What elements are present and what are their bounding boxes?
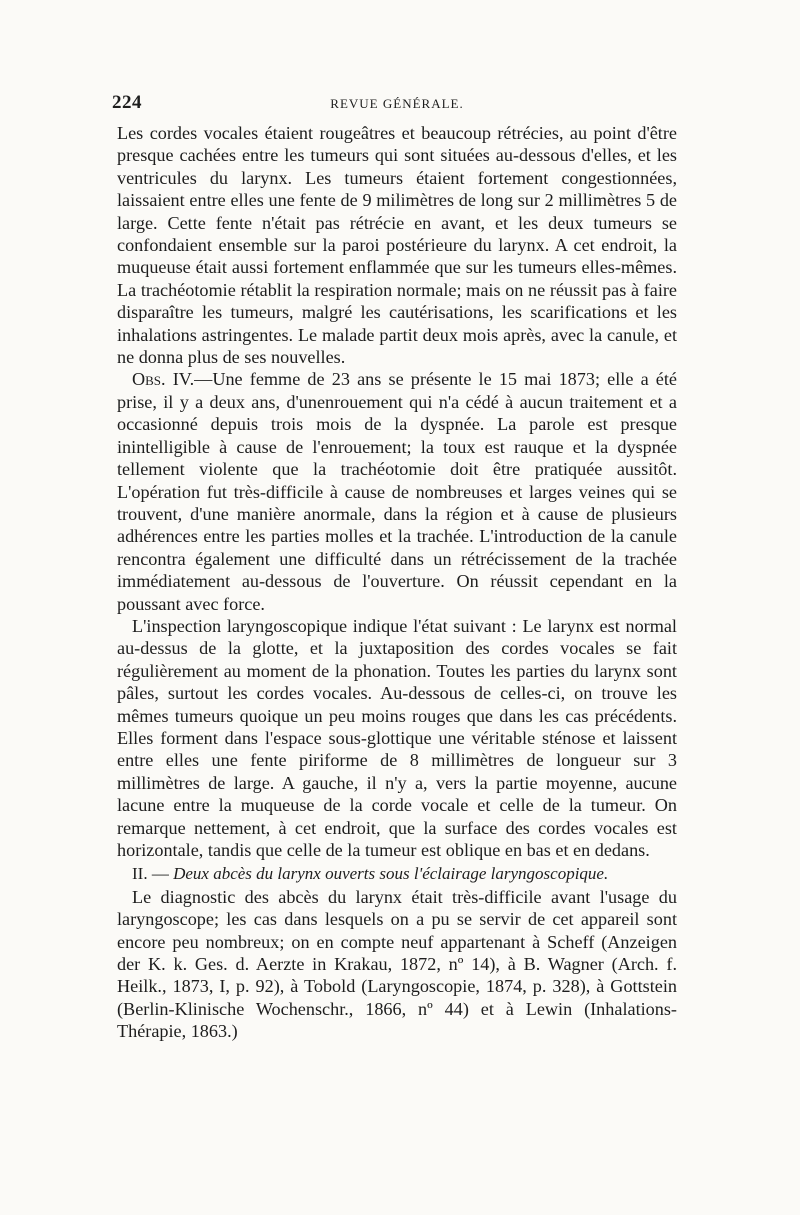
observation-paragraph — [117, 368, 677, 614]
journal-page — [112, 92, 678, 1043]
paragraph: L'inspection laryngoscopique indique l'état suivant : Le larynx est normal au-dessus de la glotte, et la juxtaposition des cordes vocales se fait régulièrement au moment de la phonation. Toutes les parties du larynx sont pâles, surtout les cordes vocales. Au-dessous de celles-ci, on trouve les mêmes tumeurs quoique un peu moins rouges que dans les cas précédents. Elles forment dans l'espace sous-glottique une véritable sténose et laissent entre elles une fente piriforme de 8 millimètres de longueur sur 3 millimètres de large. A gauche, il n'y a, vers la partie moyenne, aucune lacune entre la muqueuse de la corde vocale et celle de la tumeur. On remarque nettement, à cet endroit, que la surface des cordes vocales est horizontale, tandis que celle de la tumeur est oblique en bas et en dedans. — [117, 615, 677, 860]
running-title: REVUE GÉNÉRALE. — [330, 96, 464, 111]
page-number: 224 — [112, 92, 142, 113]
page-header — [112, 92, 677, 116]
paragraph: Le diagnostic des abcès du larynx était très-difficile avant l'usage du laryngoscope; les cas dans lesquels on a pu se servir de cet appareil sont encore peu nombreux; on en compte neuf appartenant à Scheff (Anzeigen der K. k. Ges. d. Aerzte in Krakau, 1872, nº 14), à B. Wagner (Arch. f. Heilk., 1873, I, p. 92), à Tobold (Laryngoscopie, 1874, p. 328), à Gottstein (Berlin-Klinische Wochenschr., 1866, nº 44) et à Lewin (Inhalations-Thérapie, 1863.) — [117, 886, 677, 1042]
section-heading — [117, 863, 677, 885]
observation-text: —Une femme de 23 ans se présente le 15 mai 1873; elle a été prise, il y a deux ans, d'unenrouement qui n'a cédé à aucun traitement et a occasionné depuis trois mois de la dyspnée. La parole est presque inintelligible à cause de l'enrouement; la toux est rauque et la dyspnée tellement violente que la trachéotomie doit être pratiquée aussitôt. L'opération fut très-difficile à cause de nombreuses et larges veines qui se trouvent, d'une manière anormale, dans la région et à cause de plusieurs adhérences entre les parties molles et la trachée. L'introduction de la canule rencontra également une difficulté dans un rétrécissement de la trachée immédiatement au-dessous de l'ouverture. On réussit cependant en la poussant avec force. — [117, 369, 678, 614]
section-title: Deux abcès du larynx ouverts sous l'éclairage laryngoscopique. — [173, 864, 609, 884]
paragraph: Les cordes vocales étaient rougeâtres et beaucoup rétrécies, au point d'être presque cachées entre les tumeurs qui sont situées au-dessous d'elles, et les ventricules du larynx. Les tumeurs étaient fortement congestionnées, laissaient entre elles une fente de 9 milimètres de long sur 2 millimètres 5 de large. Cette fente n'était pas rétrécie en avant, et les deux tumeurs se confondaient ensemble sur la paroi postérieure du larynx. A cet endroit, la muqueuse était aussi fortement enflammée que sur les tumeurs elles-mêmes. La trachéotomie rétablit la respiration normale; mais on ne réussit pas à faire disparaître les tumeurs, malgré les cautérisations, les scarifications et les inhalations astringentes. Le malade partit deux mois après, avec la canule, et ne donna plus de ses nouvelles. — [117, 123, 677, 368]
observation-label: Obs. IV. — [132, 369, 195, 390]
section-number: II. — — [132, 864, 169, 884]
